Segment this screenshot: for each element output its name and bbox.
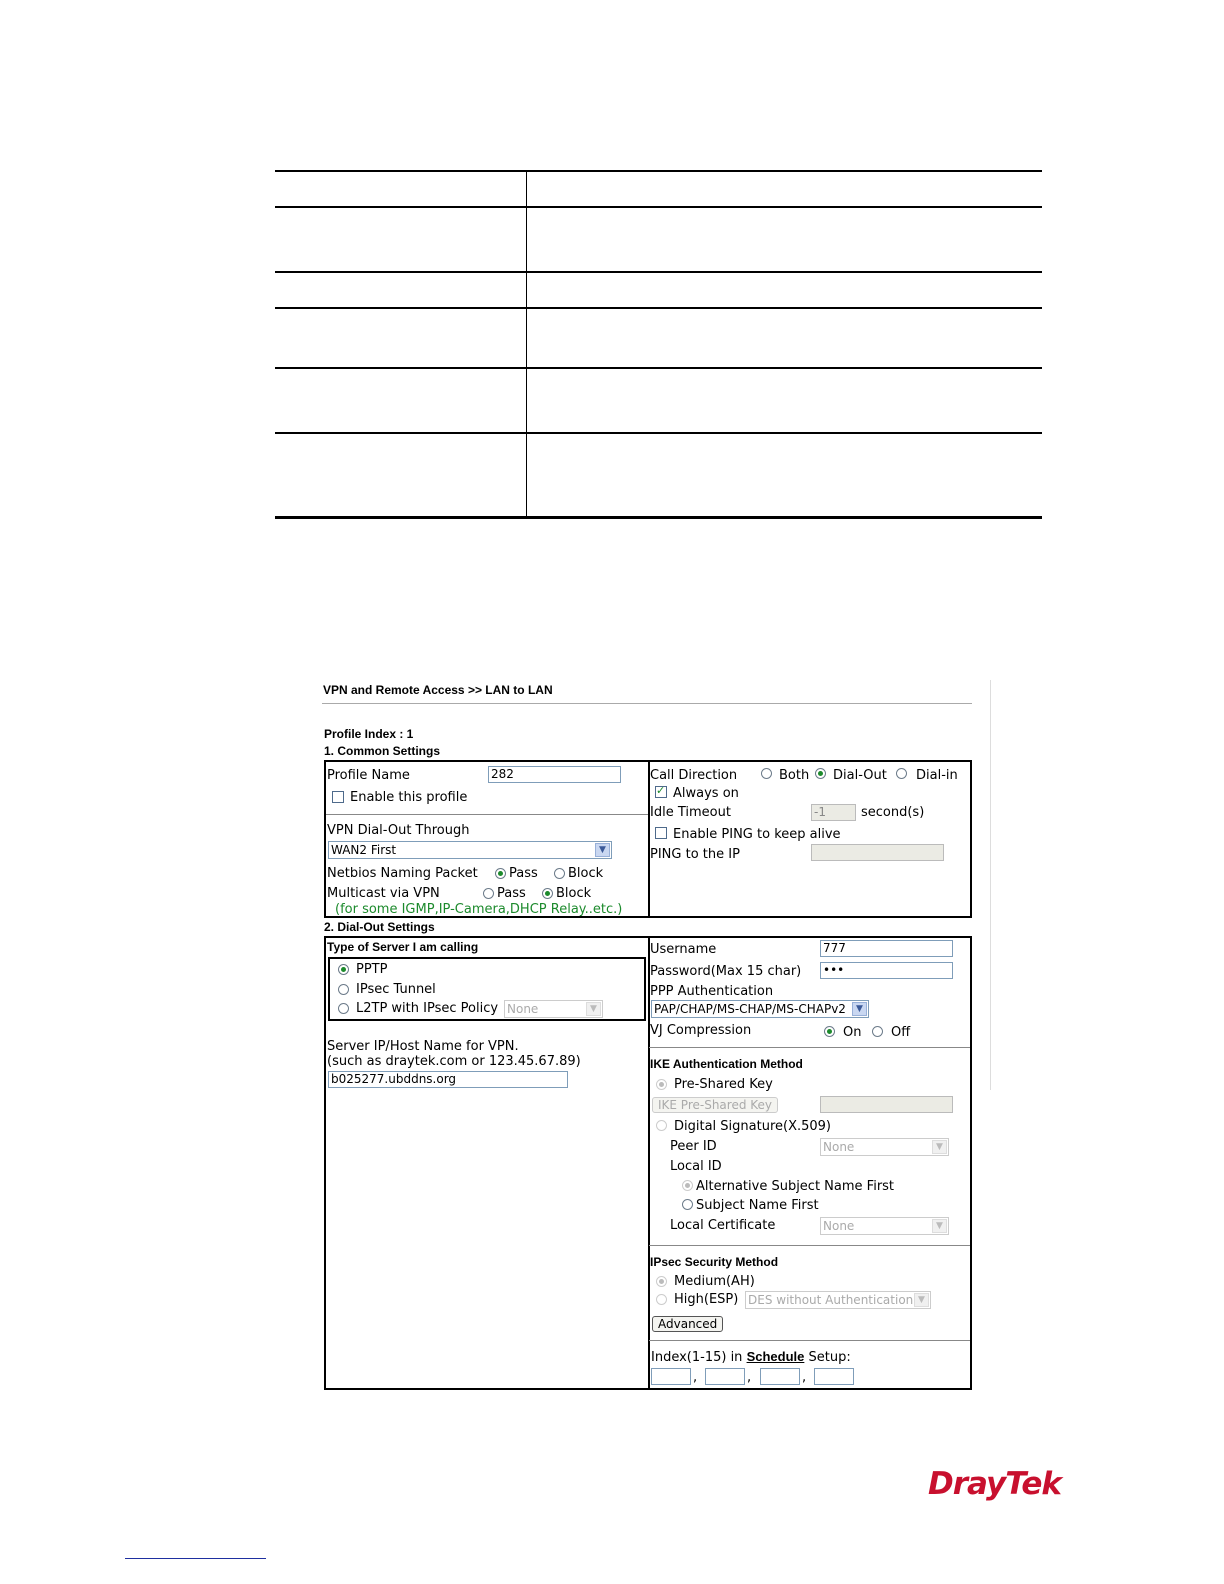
dialout-through-select[interactable] [328,841,612,859]
l2tp-label: L2TP with IPsec Policy [356,1001,499,1016]
schedule-index-input-3[interactable] [760,1368,800,1385]
medium-ah-label: Medium(AH) [674,1274,755,1289]
l2tp-radio[interactable] [338,1003,349,1014]
multicast-label: Multicast via VPN [327,886,440,901]
dialout-through-label: VPN Dial-Out Through [327,823,470,838]
multicast-block-label: Block [556,886,592,901]
table-rule [275,170,1042,172]
alt-subject-label: Alternative Subject Name First [696,1179,895,1194]
vj-on-label: On [843,1025,862,1040]
chevron-down-icon: ▼ [595,843,610,857]
l2tp-policy-select[interactable] [504,1000,603,1018]
multicast-pass-label: Pass [497,886,526,901]
call-both-label: Both [779,768,810,783]
local-cert-value: None [823,1219,855,1233]
netbios-block-label: Block [568,866,604,881]
dialout-settings-box [324,936,972,1390]
high-esp-value: DES without Authentication [748,1293,914,1307]
table-rule [275,307,1042,309]
table-column-divider [526,170,527,518]
ping-ip-input[interactable] [811,844,944,861]
vj-label: VJ Compression [650,1023,752,1038]
server-ip-hint: (such as draytek.com or 123.45.67.89) [327,1054,581,1069]
psk-label: Pre-Shared Key [674,1077,773,1092]
row-divider [649,1340,970,1341]
section-title-common: 1. Common Settings [324,744,441,758]
draytek-logo: DrayTek [928,1466,1061,1502]
enable-profile-checkbox[interactable] [332,791,344,803]
row-divider [649,1047,970,1048]
l2tp-policy-value: None [507,1002,539,1016]
multicast-block-radio[interactable] [542,888,553,899]
profile-name-input[interactable]: 282 [488,766,621,783]
page-edge [990,680,991,1090]
subject-label: Subject Name First [696,1198,819,1213]
server-ip-input[interactable]: b025277.ubddns.org [328,1071,568,1088]
netbios-block-radio[interactable] [554,868,565,879]
ppp-auth-label: PPP Authentication [650,984,774,999]
chevron-down-icon: ▼ [932,1140,947,1154]
advanced-button[interactable]: Advanced [652,1316,723,1332]
alt-subject-radio[interactable] [682,1180,693,1191]
multicast-note: (for some IGMP,IP-Camera,DHCP Relay..etc.) [335,902,623,917]
common-settings-box [324,760,972,918]
pptp-label: PPTP [356,962,388,977]
psk-radio[interactable] [656,1079,667,1090]
always-on-checkbox[interactable] [655,786,667,798]
schedule-row [651,1349,851,1365]
local-id-label: Local ID [670,1159,722,1174]
profile-index: Profile Index : 1 [324,727,414,741]
breadcrumb: VPN and Remote Access >> LAN to LAN [323,683,553,697]
comma: , [802,1370,807,1385]
comma: , [693,1370,698,1385]
netbios-label: Netbios Naming Packet [327,866,478,881]
chevron-down-icon: ▼ [932,1219,947,1233]
column-divider [648,762,650,916]
idle-timeout-input[interactable]: -1 [811,804,856,821]
section-title-dialout: 2. Dial-Out Settings [324,920,435,934]
medium-ah-radio[interactable] [656,1276,667,1287]
seconds-label: second(s) [861,805,925,820]
high-esp-radio[interactable] [656,1294,667,1305]
ike-psk-button[interactable]: IKE Pre-Shared Key [652,1097,778,1113]
netbios-pass-radio[interactable] [495,868,506,879]
chevron-down-icon: ▼ [852,1002,867,1016]
username-label: Username [650,942,717,957]
multicast-pass-radio[interactable] [483,888,494,899]
schedule-index-input-2[interactable] [705,1368,745,1385]
dialout-through-value: WAN2 First [331,843,397,857]
username-input[interactable]: 777 [820,940,953,957]
high-esp-label: High(ESP) [674,1292,739,1307]
row-divider [649,1245,970,1246]
password-input[interactable]: ••• [820,962,953,979]
local-cert-label: Local Certificate [670,1218,776,1233]
table-rule [275,516,1042,519]
ipsec-tunnel-radio[interactable] [338,984,349,995]
setup-suffix: Setup: [808,1350,851,1365]
enable-profile-label: Enable this profile [350,790,468,805]
idle-timeout-label: Idle Timeout [650,805,731,820]
vj-off-label: Off [891,1025,911,1040]
chevron-down-icon: ▼ [914,1293,929,1307]
call-dialout-label: Dial-Out [833,768,887,783]
server-ip-label: Server IP/Host Name for VPN. [327,1039,519,1054]
peer-id-select[interactable] [820,1138,949,1156]
call-dialin-radio[interactable] [896,768,907,779]
table-rule [275,206,1042,208]
table-rule [275,367,1042,369]
pptp-radio[interactable] [338,964,349,975]
ppp-auth-select[interactable] [651,1000,869,1018]
call-direction-label: Call Direction [650,768,738,783]
digsig-radio[interactable] [656,1120,667,1131]
call-both-radio[interactable] [761,768,772,779]
peer-id-value: None [823,1140,855,1154]
subject-radio[interactable] [682,1199,693,1210]
local-cert-select[interactable] [820,1217,949,1235]
table-rule [275,432,1042,434]
ppp-auth-value: PAP/CHAP/MS-CHAP/MS-CHAPv2 [654,1002,846,1016]
schedule-index-input-4[interactable] [814,1368,854,1385]
footer-link-line [125,1558,266,1559]
server-type-title: Type of Server I am calling [327,940,479,954]
enable-ping-checkbox[interactable] [655,827,667,839]
comma: , [747,1370,752,1385]
peer-id-label: Peer ID [670,1139,717,1154]
digsig-label: Digital Signature(X.509) [674,1119,832,1134]
chevron-down-icon: ▼ [586,1002,601,1016]
enable-ping-label: Enable PING to keep alive [673,827,841,842]
call-dialin-label: Dial-in [916,768,958,783]
table-rule [275,271,1042,273]
column-divider [648,938,650,1388]
high-esp-select[interactable] [745,1291,931,1309]
psk-input[interactable] [820,1096,953,1113]
ipsec-security-title: IPsec Security Method [650,1255,779,1269]
ike-title: IKE Authentication Method [650,1057,803,1071]
row-divider [326,814,648,815]
profile-name-label: Profile Name [327,768,410,783]
ipsec-tunnel-label: IPsec Tunnel [356,982,436,997]
lan-to-lan-screenshot [310,676,1000,1406]
call-dialout-radio[interactable] [815,768,826,779]
vj-off-radio[interactable] [872,1026,883,1037]
always-on-label: Always on [673,786,739,801]
breadcrumb-divider [322,703,972,704]
vj-on-radio[interactable] [824,1026,835,1037]
schedule-index-input-1[interactable] [651,1368,691,1385]
netbios-pass-label: Pass [509,866,538,881]
password-label: Password(Max 15 char) [650,964,802,979]
schedule-link[interactable]: Schedule [746,1349,805,1364]
index-prefix: Index(1-15) in [651,1350,743,1365]
ping-ip-label: PING to the IP [650,847,740,862]
